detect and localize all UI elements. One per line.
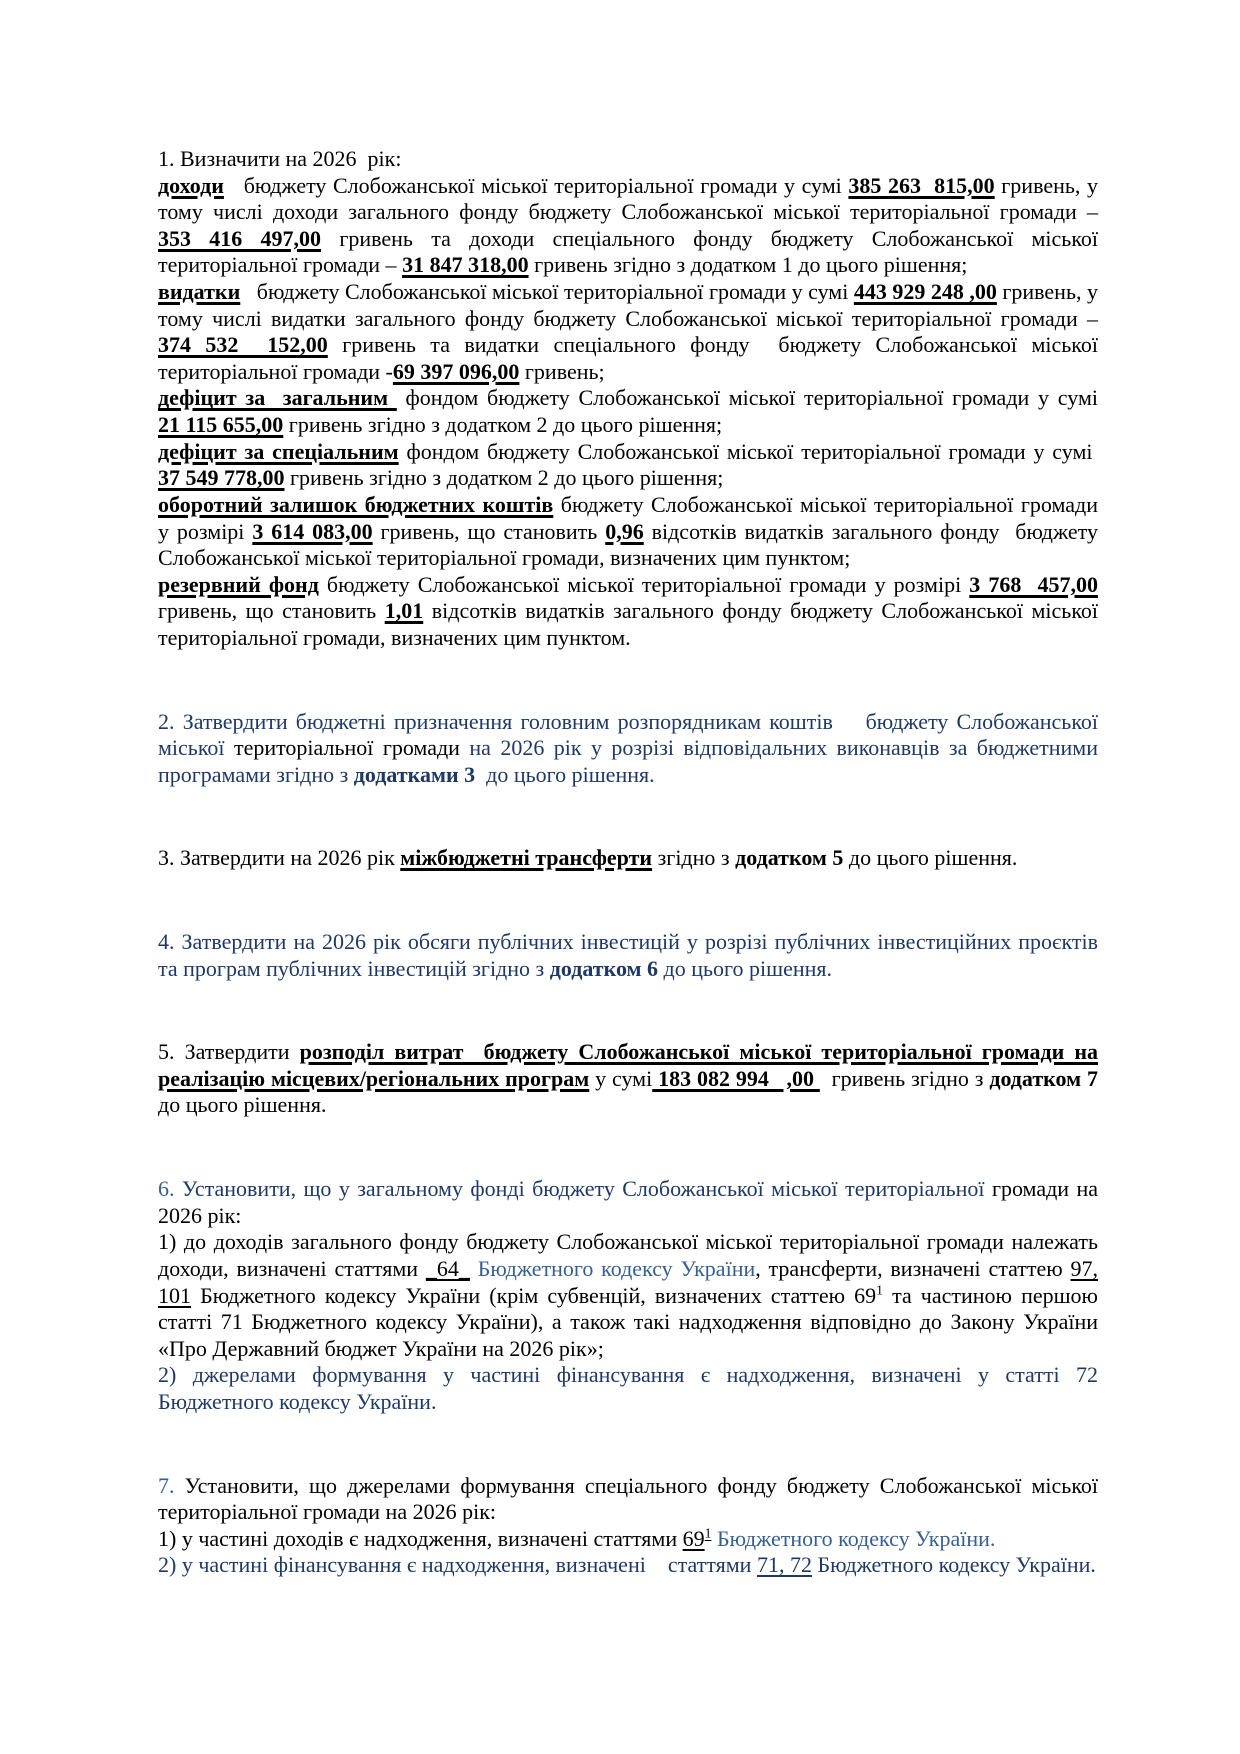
para-item1-reserve-fund-run: відсотків видатків загального фонду бюджету Слобожанської міської територіальної громади, визначених цим пунктом. — [158, 598, 1098, 650]
para-item1-reserve-fund-run: 3 768 457,00 — [969, 571, 1099, 597]
document-body — [158, 146, 1098, 1579]
para-item1-expenditures-run: 374 532 152,00 — [158, 332, 328, 358]
para-item6-run: 6. — [158, 1176, 175, 1202]
para-item1-revenues-run: бюджету Слобожанської міської територіальної громади у сумі — [223, 172, 849, 198]
para-item1-reserve-fund-run: бюджету Слобожанської міської територіальної громади у розмірі — [318, 571, 970, 597]
para-item6-sub2 — [158, 1362, 1098, 1415]
para-item1-deficit-special-run: дефіцит за спеціальним — [158, 438, 399, 464]
para-item1-revenues-run: доходи — [158, 172, 224, 198]
para-item1-working-balance-run: 0,96 — [605, 518, 644, 544]
para-item6-sub1-run: та частиною першою статті 71 Бюджетного кодексу України), а також такі надходження відповідно до Закону України «Про Державний бюджет України на 2026 рік»; — [158, 1282, 1098, 1361]
para-item6-sub1-run: Бюджетного кодексу України (крім субвенцій, визначених статтею 69 — [191, 1282, 877, 1308]
para-item1-expenditures-run: гривень та видатки спеціального фонду бюджету Слобожанської міської територіальної громади - — [158, 332, 1098, 384]
para-item1-expenditures — [158, 279, 1098, 385]
para-item5-run: гривень згідно з — [819, 1065, 990, 1091]
para-item6-sub2-run: 2) джерелами формування у частині фінансування є надходження, визначені у статті 72 Бюджетного кодексу України. — [158, 1362, 1098, 1414]
para-item1-deficit-general-run: 21 115 655,00 — [158, 412, 284, 438]
para-item1-revenues-run: 353 416 497,00 — [158, 225, 322, 251]
para-item1-revenues-run: 31 847 318,00 — [402, 252, 529, 278]
para-item1-deficit-special-run: 37 549 778,00 — [158, 465, 285, 491]
para-item6-sub1-run: 101 — [158, 1282, 191, 1308]
para-item1-working-balance-run: бюджету Слобожанської міської територіальної громади у розмірі — [158, 491, 1098, 544]
para-item6-sub1-run: 1) до доходів загального фонду бюджету Слобожанської міської територіальної громади належать доходи, визначені статтями — [158, 1229, 1098, 1281]
para-item6-sub1-run: Бюджетного кодексу України — [477, 1255, 756, 1281]
para-item1-expenditures-run: бюджету Слобожанської міської територіальної громади у сумі — [240, 279, 854, 305]
para-item1-reserve-fund — [158, 572, 1098, 652]
para-item2-run: додатками 3 — [353, 761, 476, 787]
para-item1-deficit-general-run: фондом бюджету Слобожанської міської територіальної громади у сумі — [396, 385, 1098, 411]
para-item3-run: до цього рішення. — [843, 845, 1018, 871]
para-item5-run: у сумі — [589, 1065, 653, 1091]
para-item1-working-balance — [158, 492, 1098, 572]
para-item1-expenditures-run: гривень, у тому числі видатки загального фонду бюджету Слобожанської міської територіальної громади – — [158, 279, 1098, 331]
para-item1-expenditures-run: 69 397 096,00 — [392, 358, 520, 384]
para-item7-sub2-run: 2) у частині фінансування є надходження, визначені статтями — [158, 1552, 757, 1578]
para-item4-run: 4. Затвердити на 2026 рік обсяги публічних інвестицій у розрізі публічних інвестиційних проєктів та програм публічних інвестицій згідно з — [158, 929, 1098, 981]
para-item7-sub2 — [158, 1552, 1098, 1579]
para-item6-sub1-run: _64_ — [425, 1255, 470, 1281]
para-item1-deficit-general — [158, 385, 1098, 438]
para-item1-expenditures-run: 443 929 248 ,00 — [853, 279, 997, 305]
para-item1-reserve-fund-run: резервний фонд — [158, 571, 319, 597]
para-item6-run: Установити, що у загальному фонді бюджету Слобожанської міської територіальної — [174, 1176, 992, 1202]
para-item1-deficit-general-run: гривень згідно з додатком 2 до цього рішення; — [283, 412, 723, 438]
para-item4-run: до цього рішення. — [658, 955, 833, 981]
para-item6-sub1-run: 97, — [1070, 1255, 1099, 1281]
para-item7 — [158, 1473, 1098, 1526]
para-item7-sub1-run: 1) у частині доходів є надходження, визначені статтями — [158, 1525, 683, 1551]
para-item5-run: розподіл витрат бюджету Слобожанської міської територіальної громади на реалізацію місцевих/регіональних програм — [158, 1039, 1099, 1091]
para-item1-working-balance-run: оборотний залишок бюджетних коштів — [158, 491, 554, 517]
para-item1-deficit-special-run: фондом бюджету Слобожанської міської територіальної громади у сумі — [398, 438, 1099, 464]
para-item3-run: міжбюджетні трансферти — [400, 845, 653, 871]
para-item1-revenues-run: гривень, у тому числі доходи загального фонду бюджету Слобожанської міської територіальної громади – — [158, 172, 1099, 225]
para-item5-run: додатком 7 — [989, 1065, 1098, 1091]
para-item1-revenues-run: гривень та доходи спеціального фонду бюджету Слобожанської міської територіальної громади – — [158, 225, 1099, 278]
para-item7-run: Установити, що джерелами формування спеціального фонду бюджету Слобожанської міської територіальної громади на 2026 рік: — [158, 1472, 1098, 1525]
para-item4 — [158, 929, 1098, 982]
para-item2-run: 2. Затвердити бюджетні призначення головним розпорядникам коштів бюджету Слобожанської міської — [158, 708, 1098, 761]
para-item1-deficit-general-run: дефіцит за загальним — [158, 385, 397, 411]
para-item3 — [158, 845, 1098, 872]
para-item1-header — [158, 146, 1098, 173]
para-item2-run: на 2026 рік у розрізі відповідальних виконавців за бюджетними програмами згідно з — [158, 735, 1099, 787]
para-item7-sub1-run: 1 — [704, 1525, 712, 1541]
para-item1-reserve-fund-run: гривень, що становить — [158, 598, 385, 624]
para-item1-revenues — [158, 173, 1098, 279]
para-item1-reserve-fund-run: 1,01 — [384, 598, 424, 624]
para-item7-sub2-run: Бюджетного кодексу України. — [811, 1552, 1096, 1578]
para-item5 — [158, 1039, 1098, 1119]
para-item6-sub1 — [158, 1229, 1098, 1362]
para-item3-run: 3. Затвердити на 2026 рік — [158, 845, 401, 871]
para-item1-revenues-run: гривень згідно з додатком 1 до цього рішення; — [528, 252, 968, 278]
para-item2 — [158, 709, 1098, 789]
para-item4-run: додатком 6 — [549, 955, 659, 981]
para-item7-sub1 — [158, 1526, 1098, 1553]
para-item5-run: 5. Затвердити — [158, 1039, 300, 1065]
para-item2-run: до цього рішення. — [475, 761, 655, 787]
para-item3-run: додатком 5 — [735, 845, 844, 871]
para-item7-sub1-run: 69 — [682, 1525, 705, 1551]
para-item3-run: згідно з — [652, 845, 736, 871]
para-item2-run: територіальної громади — [233, 735, 470, 761]
para-item6-sub1-run — [470, 1256, 478, 1281]
para-item1-expenditures-run: видатки — [158, 279, 241, 305]
para-item5-run: 183 082 994 ,00 — [652, 1065, 820, 1091]
para-item1-working-balance-run: відсотків видатків загального фонду бюджету Слобожанської міської територіальної громади, визначених цим пунктом; — [158, 518, 1099, 571]
para-item1-working-balance-run: гривень, що становить — [372, 518, 606, 544]
para-item1-deficit-special — [158, 439, 1098, 492]
para-item5-run: до цього рішення. — [158, 1092, 327, 1118]
para-item6-sub1-run: , трансферти, визначені статтею — [755, 1255, 1071, 1281]
para-item1-header-run: 1. Визначити на 2026 рік: — [158, 146, 402, 171]
para-item7-sub1-run: Бюджетного кодексу України. — [716, 1525, 996, 1551]
para-item6-sub1-run: 1 — [876, 1282, 883, 1298]
para-item7-run: 7. — [158, 1472, 175, 1498]
para-item7-sub2-run: 71, 72 — [756, 1552, 812, 1578]
para-item1-working-balance-run: 3 614 083,00 — [252, 518, 373, 544]
para-item6 — [158, 1176, 1098, 1229]
para-item1-expenditures-run: гривень; — [519, 358, 605, 384]
para-item1-deficit-special-run: гривень згідно з додатком 2 до цього рішення; — [284, 465, 724, 491]
para-item6-run: громади на 2026 рік: — [158, 1176, 1098, 1228]
para-item1-revenues-run: 385 263 815,00 — [848, 172, 995, 198]
